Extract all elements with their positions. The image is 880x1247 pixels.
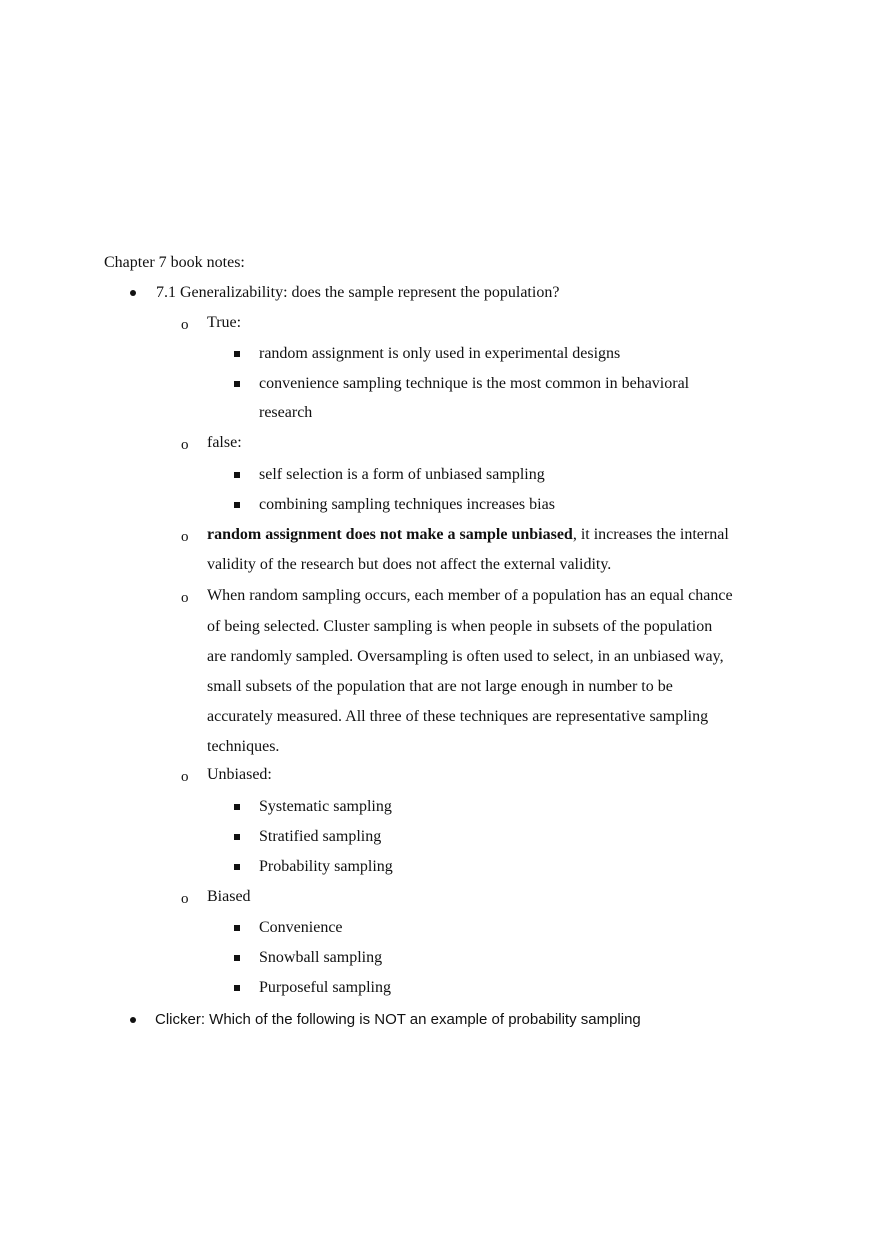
bullet-dot-icon xyxy=(130,290,136,296)
list-item: Systematic sampling xyxy=(259,798,392,815)
circle-bullet-icon: o xyxy=(181,590,189,606)
list-item: Probability sampling xyxy=(259,858,393,875)
square-bullet-icon xyxy=(234,472,240,478)
true-label: True: xyxy=(207,314,242,331)
note-random-sampling-line: small subsets of the population that are not large enough in number to be xyxy=(207,678,673,695)
document-heading: Chapter 7 book notes: xyxy=(104,254,245,271)
list-item: random assignment is only used in experimental designs xyxy=(259,345,621,362)
circle-bullet-icon: o xyxy=(181,437,189,453)
square-bullet-icon xyxy=(234,864,240,870)
square-bullet-icon xyxy=(234,351,240,357)
note-rest-text: , it increases the internal xyxy=(572,526,729,543)
note-random-sampling-line: accurately measured. All three of these techniques are representative sampling xyxy=(207,708,709,725)
circle-bullet-icon: o xyxy=(181,891,189,907)
biased-label: Biased xyxy=(207,888,251,905)
list-item: convenience sampling technique is the most common in behavioral xyxy=(259,375,690,392)
circle-bullet-icon: o xyxy=(181,317,189,333)
list-item-continuation: research xyxy=(259,404,313,421)
list-item: Purposeful sampling xyxy=(259,979,391,996)
note-random-assignment xyxy=(207,525,729,545)
square-bullet-icon xyxy=(234,804,240,810)
bullet-dot-icon xyxy=(130,1017,136,1023)
list-item: Stratified sampling xyxy=(259,828,382,845)
square-bullet-icon xyxy=(234,925,240,931)
square-bullet-icon xyxy=(234,381,240,387)
list-item: combining sampling techniques increases bias xyxy=(259,496,555,513)
note-random-sampling-line: When random sampling occurs, each member of a population has an equal chance xyxy=(207,587,733,604)
square-bullet-icon xyxy=(234,985,240,991)
note-random-sampling-line: of being selected. Cluster sampling is when people in subsets of the population xyxy=(207,618,713,635)
list-item: self selection is a form of unbiased sampling xyxy=(259,466,545,483)
note-random-assignment-line2: validity of the research but does not affect the external validity. xyxy=(207,556,612,573)
clicker-question: Clicker: Which of the following is NOT an example of probability sampling xyxy=(155,1011,641,1028)
note-random-sampling-line: are randomly sampled. Oversampling is often used to select, in an unbiased way, xyxy=(207,648,724,665)
circle-bullet-icon: o xyxy=(181,769,189,785)
square-bullet-icon xyxy=(234,955,240,961)
square-bullet-icon xyxy=(234,834,240,840)
unbiased-label: Unbiased: xyxy=(207,766,272,783)
section-title: 7.1 Generalizability: does the sample represent the population? xyxy=(156,284,560,301)
list-item: Snowball sampling xyxy=(259,949,383,966)
square-bullet-icon xyxy=(234,502,240,508)
circle-bullet-icon: o xyxy=(181,529,189,545)
note-random-sampling-line: techniques. xyxy=(207,738,280,755)
list-item: Convenience xyxy=(259,919,343,936)
note-bold-text: random assignment does not make a sample unbiased xyxy=(207,526,573,543)
false-label: false: xyxy=(207,434,242,451)
